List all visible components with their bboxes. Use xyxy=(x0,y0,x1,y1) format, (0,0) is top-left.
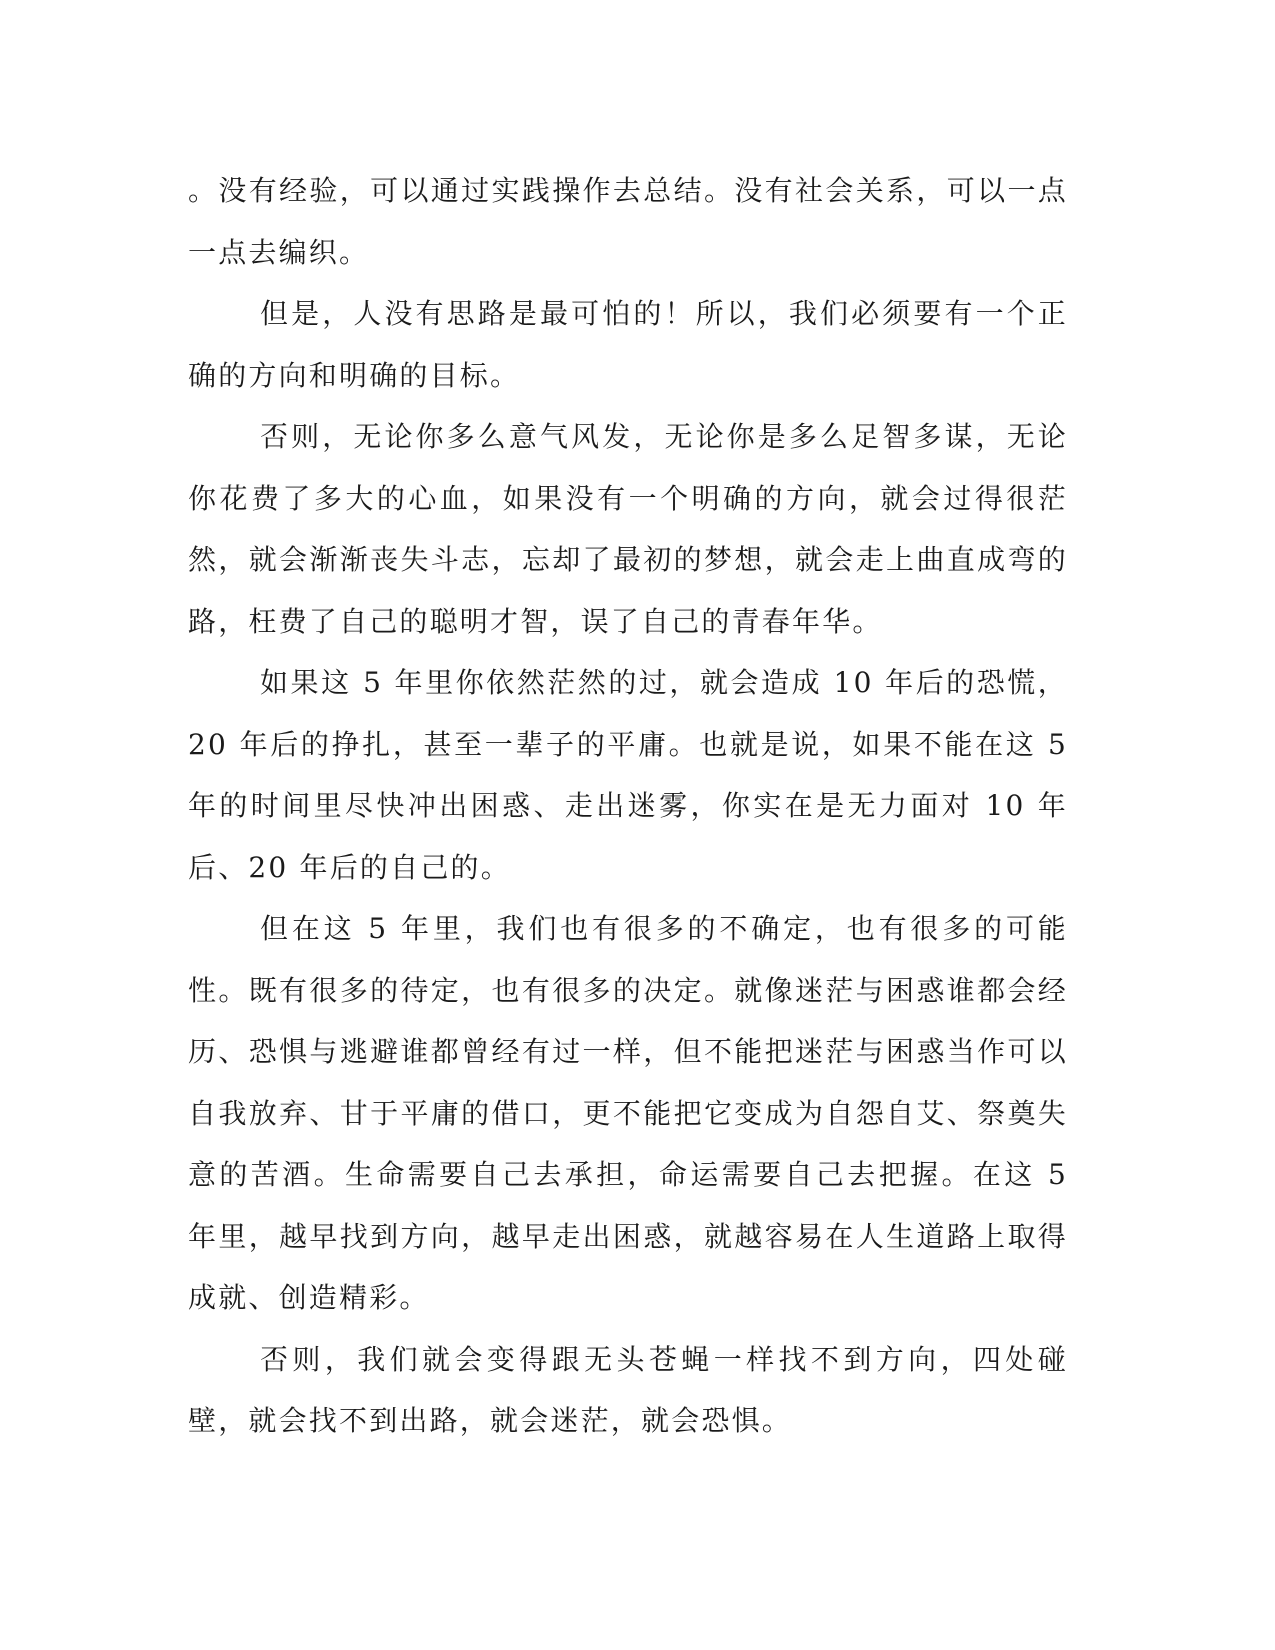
document-body xyxy=(188,160,1068,1452)
paragraph: 否则，无论你多么意气风发，无论你是多么足智多谋，无论你花费了多大的心血，如果没有一个明确的方向，就会过得很茫然，就会渐渐丧失斗志，忘却了最初的梦想，就会走上曲直成弯的路，枉费了自己的聪明才智，误了自己的青春年华。 xyxy=(188,420,1068,638)
paragraph-continuation: 。没有经验，可以通过实践操作去总结。没有社会关系，可以一点一点去编织。 xyxy=(188,174,1068,269)
paragraph: 如果这 5 年里你依然茫然的过，就会造成 10 年后的恐慌，20 年后的挣扎，甚至一辈子的平庸。也就是说，如果不能在这 5 年的时间里尽快冲出困惑、走出迷雾，你实在是无力面对 10 年后、20 年后的自己的。 xyxy=(188,666,1068,884)
paragraph: 否则，我们就会变得跟无头苍蝇一样找不到方向，四处碰壁，就会找不到出路，就会迷茫，就会恐惧。 xyxy=(188,1342,1068,1437)
paragraph: 但是，人没有思路是最可怕的！所以，我们必须要有一个正确的方向和明确的目标。 xyxy=(188,297,1068,392)
paragraph: 但在这 5 年里，我们也有很多的不确定，也有很多的可能性。既有很多的待定，也有很多的决定。就像迷茫与困惑谁都会经历、恐惧与逃避谁都曾经有过一样，但不能把迷茫与困惑当作可以自我放弃、甘于平庸的借口，更不能把它变成为自怨自艾、祭奠失意的苦酒。生命需要自己去承担，命运需要自己去把握。在这 5 年里，越早找到方向，越早走出困惑，就越容易在人生道路上取得成就、创造精彩。 xyxy=(188,912,1068,1314)
